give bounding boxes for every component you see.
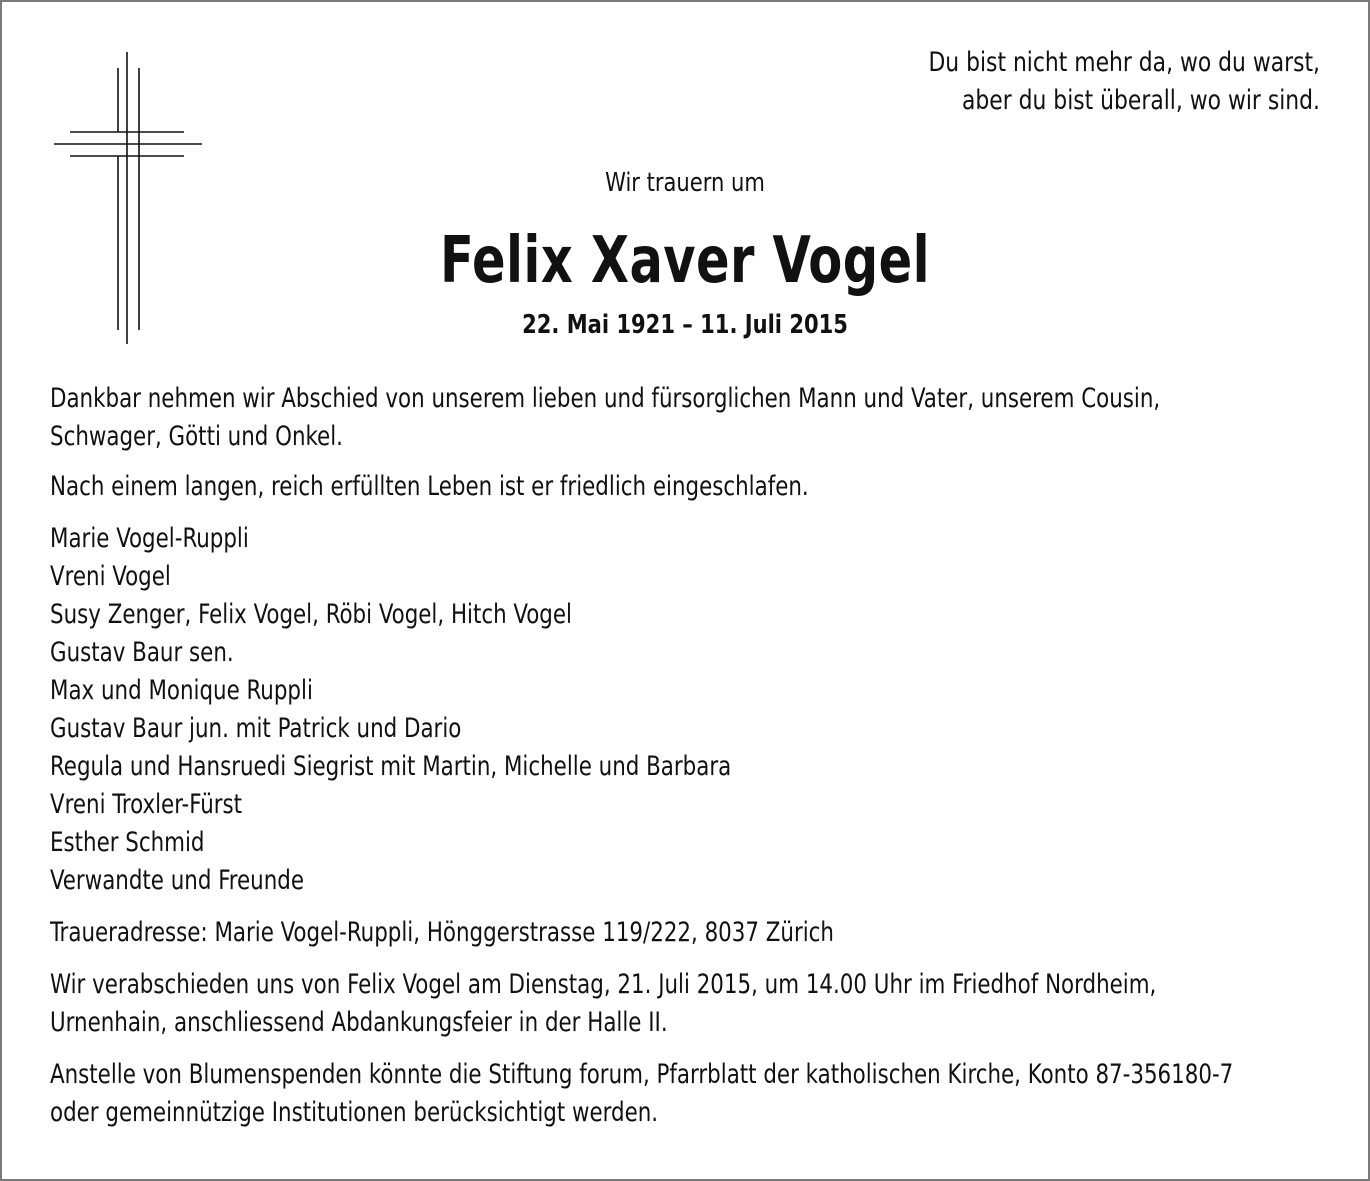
intro-text: Wir trauern um	[605, 168, 765, 198]
ceremony-line-1: Wir verabschieden uns von Felix Vogel am Dienstag, 21. Juli 2015, um 14.00 Uhr im Friedhof Nordheim,	[50, 969, 1157, 1000]
ceremony-line-2: Urnenhain, anschliessend Abdankungsfeier in der Halle II.	[50, 1007, 668, 1038]
mourner: Gustav Baur sen.	[50, 637, 234, 668]
mourner: Susy Zenger, Felix Vogel, Röbi Vogel, Hitch Vogel	[50, 599, 572, 630]
mourner: Regula und Hansruedi Siegrist mit Martin, Michelle und Barbara	[50, 751, 732, 782]
donation-line-1: Anstelle von Blumenspenden könnte die Stiftung forum, Pfarrblatt der katholischen Kirche, Konto 87-356180-7	[50, 1059, 1234, 1090]
mourner: Gustav Baur jun. mit Patrick und Dario	[50, 713, 462, 744]
cross-icon	[52, 50, 204, 346]
notice-body	[50, 380, 1282, 1132]
farewell-line-2: Schwager, Götti und Onkel.	[50, 421, 343, 452]
mourner: Verwandte und Freunde	[50, 865, 305, 896]
quote	[852, 44, 1320, 120]
quote-line-1: Du bist nicht mehr da, wo du warst,	[928, 47, 1320, 78]
peace-line: Nach einem langen, reich erfüllten Leben ist er friedlich eingeschlafen.	[50, 471, 809, 502]
donation-line-2: oder gemeinnützige Institutionen berücksichtigt werden.	[50, 1097, 659, 1128]
farewell-line-1: Dankbar nehmen wir Abschied von unserem lieben und fürsorglichen Mann und Vater, unserem Cousin,	[50, 383, 1161, 414]
mourner: Max und Monique Ruppli	[50, 675, 313, 706]
mourning-address: Traueradresse: Marie Vogel-Ruppli, Hönggerstrasse 119/222, 8037 Zürich	[50, 917, 834, 948]
deceased-name: Felix Xaver Vogel	[439, 224, 931, 298]
mourners-list	[50, 520, 1282, 900]
mourner: Vreni Troxler-Fürst	[50, 789, 243, 820]
mourner: Marie Vogel-Ruppli	[50, 523, 249, 554]
quote-line-2: aber du bist überall, wo wir sind.	[961, 85, 1320, 116]
mourner: Vreni Vogel	[50, 561, 171, 592]
mourner: Esther Schmid	[50, 827, 205, 858]
life-dates: 22. Mai 1921 – 11. Juli 2015	[522, 310, 848, 340]
